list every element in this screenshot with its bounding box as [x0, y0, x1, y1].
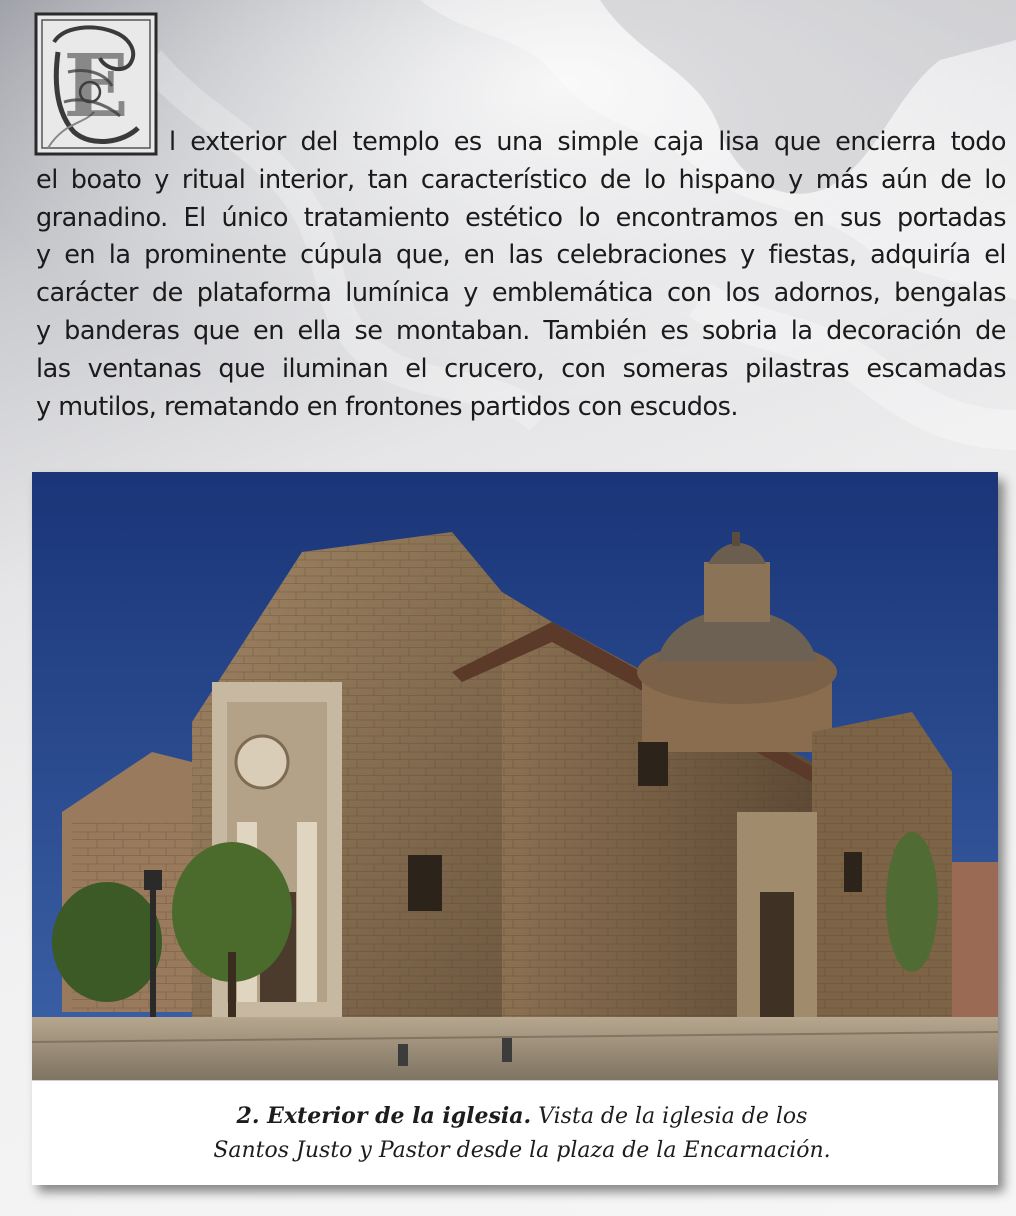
- figure: [32, 472, 998, 1184]
- article-line-4: y en la prominente cúpula que, en las celebraciones y fiestas, adquiría el: [36, 240, 1006, 271]
- drop-cap-letter: E: [63, 36, 129, 137]
- article-line-1: l exterior del templo es una simple caja lisa que encierra todo: [169, 127, 1006, 157]
- caption-label: 2. Exterior de la iglesia.: [236, 1103, 532, 1129]
- article-line-8: y mutilos, rematando en frontones partidos con escudos.: [36, 391, 738, 422]
- caption-line-1: Vista de la iglesia de los: [531, 1104, 808, 1129]
- caption-line-2: Santos Justo y Pastor desde la plaza de la Encarnación.: [213, 1138, 831, 1163]
- article-line-6: y banderas que en ella se montaban. También es sobria la decoración de: [36, 315, 1006, 346]
- article-line-3: granadino. El único tratamiento estético lo encontramos en sus portadas: [36, 202, 1006, 233]
- article-line-7: las ventanas que iluminan el crucero, con someras pilastras escamadas: [36, 353, 1006, 384]
- figure-caption: [32, 1080, 998, 1185]
- article-line-2: el boato y ritual interior, tan característico de lo hispano y más aún de lo: [36, 164, 1006, 195]
- caption-text: [172, 1099, 872, 1168]
- article-line-5: carácter de plataforma lumínica y emblemática con los adornos, bengalas: [36, 278, 1006, 309]
- article-body: [36, 124, 1006, 426]
- church-photo: [32, 472, 998, 1080]
